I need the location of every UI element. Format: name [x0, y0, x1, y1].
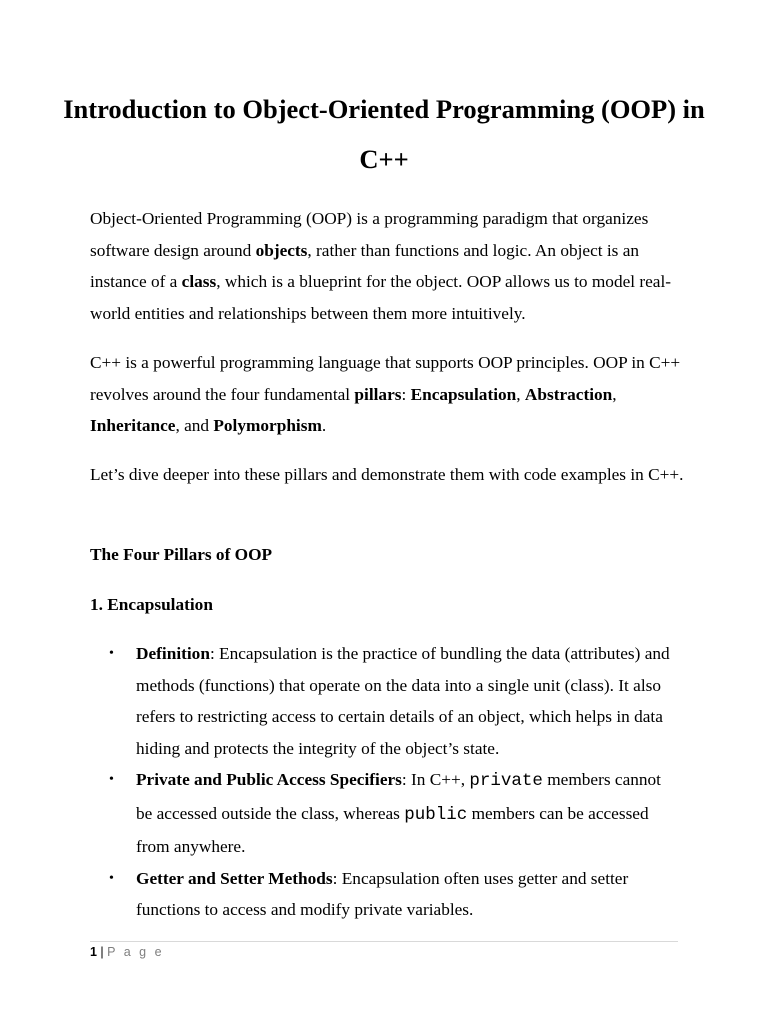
pillars-text-2: :	[401, 384, 411, 404]
bullet-bold-label: Getter and Setter Methods	[136, 868, 333, 888]
page-number: 1	[90, 945, 97, 959]
section-heading: The Four Pillars of OOP	[90, 545, 273, 564]
intro-text-2: , rather than functions and logic. An object is an instance of a	[90, 240, 640, 291]
bullet-icon: •	[109, 646, 114, 661]
bullet-item-access-specifiers	[90, 764, 680, 863]
bullet-icon: •	[109, 870, 114, 886]
bullet-text-1: : In C++,	[401, 770, 470, 789]
intro-paragraph	[90, 203, 690, 329]
page-label: P a g e	[107, 945, 165, 959]
intro-bold-objects: objects	[255, 240, 308, 260]
bullet-text: : Encapsulation often uses getter and setter functions to access and modify private variables.	[136, 868, 629, 919]
bullet-text-2: members cannot be accessed outside the class, whereas	[136, 770, 661, 823]
subsection-heading: 1. Encapsulation	[90, 595, 213, 614]
pillars-text-5: , and	[175, 416, 214, 435]
intro-text-1: Object-Oriented Programming (OOP) is a programming paradigm that organizes software design around	[90, 209, 649, 260]
pillars-bold-encapsulation: Encapsulation	[410, 384, 517, 404]
pillars-text-6: .	[321, 416, 327, 435]
footer-separator: |	[96, 945, 108, 959]
intro-text-3: , which is a blueprint for the object. OOP allows us to model real-world entities and relationships between them more intuitively.	[90, 272, 672, 323]
encapsulation-bullet-list	[90, 638, 680, 926]
pillars-paragraph	[90, 347, 690, 442]
bullet-icon: •	[109, 772, 114, 787]
pillars-text-3: ,	[516, 384, 525, 404]
intro-bold-class: class	[181, 272, 217, 291]
code-private: private	[469, 771, 543, 791]
bullet-bold-label: Definition	[136, 644, 210, 663]
bullet-bold-label: Private and Public Access Specifiers	[136, 770, 402, 789]
bullet-text-3: members can be accessed from anywhere.	[136, 803, 649, 856]
pillars-text-1: C++ is a powerful programming language that supports OOP principles. OOP in C++ revolves around the four fundamental	[90, 353, 681, 404]
pillars-bold-pillars: pillars	[354, 384, 402, 404]
footer-divider	[90, 941, 678, 942]
dive-paragraph: Let’s dive deeper into these pillars and demonstrate them with code examples in C++.	[90, 465, 684, 484]
document-title: Introduction to Object-Oriented Programming (OOP) in C++	[63, 94, 705, 174]
page-footer	[90, 943, 164, 961]
pillars-bold-abstraction: Abstraction	[524, 384, 613, 404]
code-public: public	[404, 804, 468, 825]
bullet-item-definition	[90, 638, 680, 764]
pillars-bold-inheritance: Inheritance	[90, 416, 176, 435]
bullet-text: : Encapsulation is the practice of bundling the data (attributes) and methods (functions) that operate on the data into a single unit (class). It also refers to restricting access to certain details of an object, which helps in data hiding and protects the integrity of the object’s state.	[136, 644, 670, 758]
pillars-bold-polymorphism: Polymorphism	[213, 416, 322, 435]
pillars-text-4: ,	[612, 384, 617, 404]
bullet-item-getters-setters	[90, 863, 680, 926]
